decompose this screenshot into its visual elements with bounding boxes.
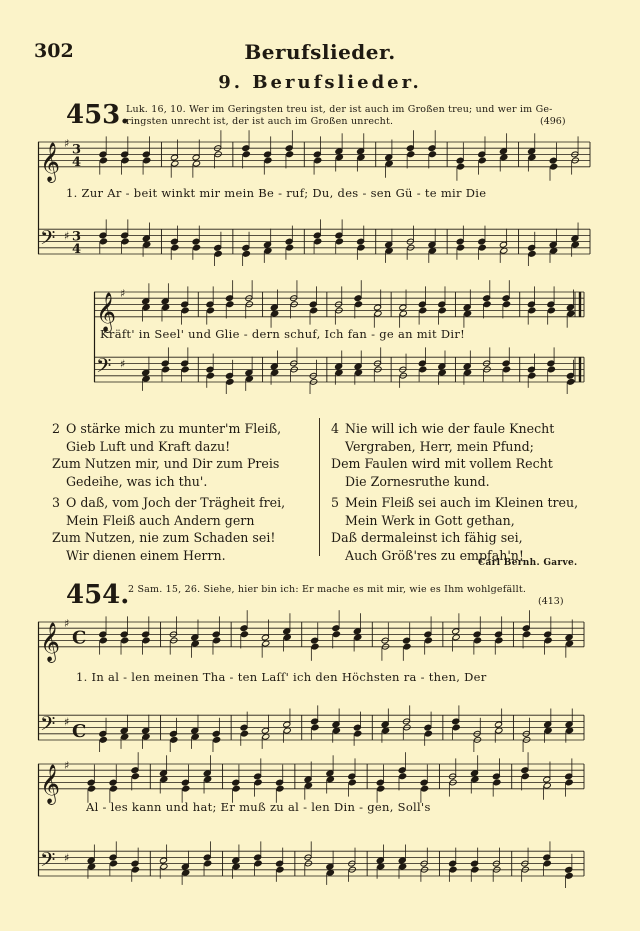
- svg-text:3: 3: [72, 229, 82, 245]
- hymn-454-system-1: [38, 614, 584, 754]
- hymn-453-lyrics-line2: Kräft' in Seel' und Glie - dern schuf, Ich fan - ge an mit Dir!: [100, 327, 466, 341]
- svg-text:𝄞: 𝄞: [40, 141, 61, 182]
- hymn-453-lyrics-line1: 1. Zur Ar - beit winkt mir mein Be - ruf; Du, des - sen Gü - te mir Die: [66, 186, 487, 200]
- svg-text:♯: ♯: [64, 617, 70, 630]
- hymn-454-lyrics-line2: Al - les kann und hat; Er muß zu al - len Din - gen, Soll's: [86, 800, 431, 814]
- hymn-453-author: Carl Bernh. Garve.: [478, 558, 578, 568]
- hymn-453-tune-ref: (496): [540, 116, 566, 127]
- svg-text:𝄢: 𝄢: [40, 847, 56, 876]
- svg-text:𝄢: 𝄢: [40, 711, 56, 740]
- hymn-453-verse-4: 4 Nie will ich wie der faule Knecht Vergraben, Herr, mein Pfund; Dem Faulen wird mit vollem Recht Die Zornesruthe kund.: [331, 421, 555, 489]
- svg-text:C: C: [72, 720, 87, 742]
- svg-text:♯: ♯: [64, 137, 70, 150]
- svg-text:♯: ♯: [64, 715, 70, 729]
- hymn-454-number: 454.: [66, 580, 130, 610]
- svg-text:♯: ♯: [120, 357, 126, 371]
- svg-text:♯: ♯: [120, 287, 126, 300]
- hymn-453-number: 453.: [66, 100, 130, 130]
- hymn-453-scripture-line1: Luk. 16, 10. Wer im Geringsten treu ist, der ist auch im Großen treu; und wer im Ge-: [126, 104, 553, 115]
- svg-text:4: 4: [72, 242, 82, 257]
- hymn-453-scripture-line2: ringsten unrecht ist, der ist auch im Großen unrecht.: [126, 116, 394, 127]
- svg-text:4: 4: [72, 154, 82, 170]
- hymn-454-lyrics-line1: 1. In al - len meinen Tha - ten Laſſ' ich den Höchsten ra - then, Der: [76, 670, 487, 684]
- hymn-454-system-2: [38, 756, 584, 890]
- svg-text:C: C: [72, 627, 87, 649]
- svg-text:♯: ♯: [64, 229, 70, 243]
- svg-text:3: 3: [72, 142, 82, 158]
- svg-text:𝄞: 𝄞: [40, 621, 61, 662]
- hymn-453-verse-3: 3 O daß, vom Joch der Trägheit frei, Mein Fleiß auch Andern gern Zum Nutzen, nie zum Schaden sei! Wir dienen einem Herrn.: [52, 495, 286, 563]
- page-number: 302: [34, 40, 74, 62]
- svg-text:𝄞: 𝄞: [96, 291, 117, 332]
- running-title: Berufslieder.: [244, 40, 396, 64]
- svg-text:𝄢: 𝄢: [40, 225, 56, 254]
- hymn-454-scripture: 2 Sam. 15, 26. Siehe, hier bin ich: Er mache es mit mir, wie es Ihm wohlgefällt.: [128, 584, 527, 595]
- section-title: 9. Berufslieder.: [218, 72, 422, 93]
- hymn-454-tune-ref: (413): [538, 596, 564, 607]
- hymn-453-system-1: [38, 134, 590, 268]
- verse-column-divider: [319, 418, 320, 556]
- hymn-453-verse-5: 5 Mein Fleiß sei auch im Kleinen treu, Mein Werk in Gott gethan, Daß dermaleinst ich fähig sei, Auch Größ'res zu empfah'n!: [331, 495, 579, 563]
- svg-text:♯: ♯: [64, 759, 70, 772]
- hymn-453-verse-2: 2 O stärke mich zu munter'm Fleiß, Gieb Luft und Kraft dazu! Zum Nutzen mir, und Dir zum Preis Gedeihe, was ich thu'.: [52, 421, 282, 489]
- svg-text:𝄞: 𝄞: [40, 763, 61, 804]
- svg-text:♯: ♯: [64, 851, 70, 865]
- svg-text:𝄢: 𝄢: [96, 353, 112, 382]
